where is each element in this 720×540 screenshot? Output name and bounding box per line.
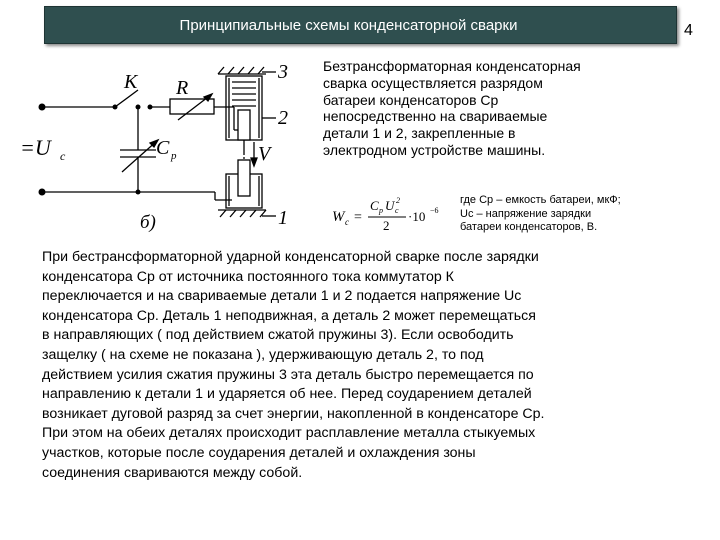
formula-num-u: U — [385, 198, 395, 213]
label-3: 3 — [278, 61, 288, 83]
body-line: конденсатора Cр. Деталь 1 неподвижная, а деталь 2 может перемещаться — [42, 307, 536, 324]
page-number: 4 — [684, 22, 693, 39]
label-u-sub: с — [60, 149, 66, 163]
body-line: соединения свариваются между собой. — [42, 464, 303, 481]
body-line: участков, которые после соударения деталей и охлаждения зоны — [42, 444, 476, 461]
intro-line: батареи конденсаторов Cр — [323, 91, 499, 108]
body-line: защелку ( на схеме не показана ), удерживающую деталь 2, то под — [42, 346, 484, 363]
formula-den: 2 — [383, 218, 390, 233]
energy-formula — [330, 196, 456, 236]
label-k: K — [124, 71, 138, 93]
slide-title-bar — [44, 6, 677, 44]
slide-title: Принципиальные схемы конденсаторной сварки — [179, 16, 518, 34]
label-1: 1 — [278, 207, 288, 229]
welding-circuit-diagram — [20, 50, 310, 240]
definition-line: где Cр – емкость батареи, мкФ; — [460, 194, 621, 206]
formula-num-sup: 2 — [396, 196, 400, 205]
formula-num: C — [370, 198, 379, 213]
formula-lhs-sub: c — [345, 217, 349, 227]
formula-num-u-sub: с — [395, 206, 399, 215]
label-c-sub: р — [171, 150, 177, 162]
formula-mult: ·10 — [408, 209, 426, 224]
formula-exp: −6 — [430, 206, 439, 215]
body-line: возникает дуговой разряд за счет энергии, накопленной в конденсаторе Cр. — [42, 405, 545, 422]
body-line: конденсатора Cр от источника постоянного тока коммутатор К — [42, 268, 454, 285]
intro-line: непосредственно на свариваемые — [323, 108, 548, 125]
intro-line: Безтрансформаторная конденсаторная — [323, 58, 581, 74]
definition-line: Uc – напряжение зарядки — [460, 207, 592, 220]
body-line: При этом на обеих деталях происходит расплавление металла стыкуемых — [42, 425, 536, 442]
body-paragraph — [42, 248, 692, 483]
body-line: переключается и на свариваемые детали 1 и 2 подается напряжение Uc — [42, 288, 522, 305]
formula-eq: = — [354, 210, 362, 225]
definition-line: батареи конденсаторов, В. — [460, 221, 598, 233]
body-line: направлению к детали 1 и ударяется об нее. Перед соударением деталей — [42, 386, 532, 403]
label-u: =U — [20, 135, 51, 160]
label-b: б) — [140, 212, 156, 233]
label-c: C — [156, 137, 170, 159]
intro-paragraph — [323, 58, 683, 159]
formula-lhs: W — [332, 209, 345, 225]
body-line: При бестрансформаторной ударной конденсаторной сварке после зарядки — [42, 249, 539, 265]
intro-line: детали 1 и 2, закрепленные в — [323, 125, 516, 142]
formula-definitions — [460, 194, 700, 235]
body-line: действием усилия сжатия пружины 3 эта деталь быстро перемещается по — [42, 366, 534, 383]
intro-line: электродном устройстве машины. — [323, 141, 546, 158]
label-v: V — [258, 143, 271, 165]
label-2: 2 — [278, 107, 288, 129]
intro-line: сварка осуществляется разрядом — [323, 74, 543, 91]
body-line: в направляющих ( под действием сжатой пружины 3). Если освободить — [42, 327, 514, 344]
label-r: R — [176, 77, 189, 99]
formula-num-sub: р — [379, 206, 383, 215]
